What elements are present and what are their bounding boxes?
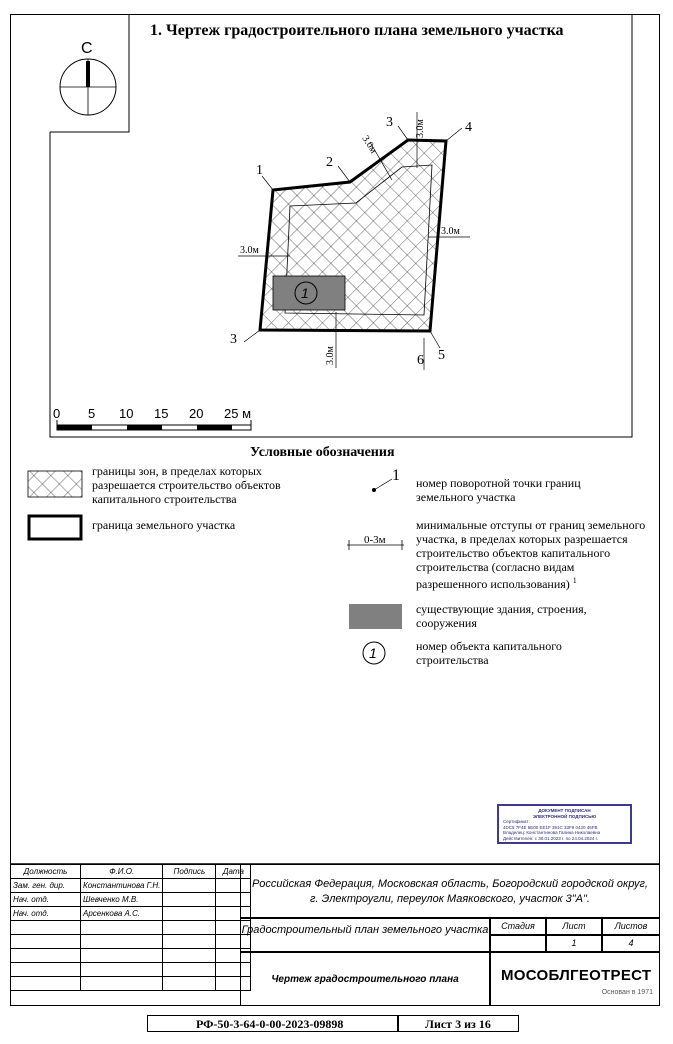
legend-object-num: 1 — [369, 645, 377, 661]
scale-bar — [57, 420, 251, 430]
setback-label: 3.0м — [240, 245, 259, 256]
north-arrow-icon — [60, 59, 116, 115]
existing-building — [273, 276, 345, 310]
doc-number: РФ-50-3-64-0-00-2023-09898 — [196, 1017, 344, 1031]
stage-value — [490, 935, 546, 952]
legend-title: Условные обозначения — [250, 445, 395, 460]
doc-title-cell: Градостроительный план земельного участка — [240, 918, 490, 952]
legend-setback-label: 0-3м — [364, 534, 386, 546]
legend-boundary-text: граница земельного участка — [92, 518, 236, 532]
legend-setback-text: минимальные отступы от границ земельного участка, в пределах которых разрешается строительство объектов капитального строительства (согласно видам разрешенного использования) $^1$ — [416, 518, 646, 591]
setback-label: 3.0м — [415, 119, 426, 138]
scale-label: 25 м — [224, 406, 252, 421]
stage-header: Стадия — [490, 918, 546, 935]
legend-turn-point-text: номер поворотной точки границ земельного участка — [416, 476, 581, 504]
sheet-header: Лист — [546, 918, 602, 935]
point-label: 3 — [386, 115, 393, 130]
page-title: 1. Чертеж градостроительного плана земельного участка — [150, 22, 564, 39]
setback-label: 3.0м — [325, 346, 336, 365]
point-label: 3 — [230, 332, 237, 347]
company-logo: МОСОБЛГЕОТРЕСТ Основан в 1971 — [490, 952, 660, 1006]
sheets-header: Листов — [602, 918, 660, 935]
e-signature-stamp: ДОКУМЕНТ ПОДПИСАН ЭЛЕКТРОННОЙ ПОДПИСЬЮ Сертификат: 4DC5 7F4E 5E00 EE1F 391C 33F9 0420 46FB Владелец: Константинова Галина Николаевна Действителен: с 30.01.2023 г. по 24.04.2024 г. — [497, 804, 632, 844]
legend-object-text: номер объекта капитального строительства — [416, 639, 562, 667]
address-cell: Российская Федерация, Московская область, Богородский городской округ, г. Электроугли, переулок Маяковского, участок 3"А". — [240, 864, 660, 918]
scale-label: 20 — [189, 406, 204, 421]
doc-number-bar — [147, 1015, 519, 1032]
table-row: Зам. ген. дир. Константинова Г.Н. — [11, 879, 251, 893]
table-row: Нач. отд. Арсенкова А.С. — [11, 907, 251, 921]
object-number: 1 — [301, 285, 309, 301]
point-label: 1 — [256, 163, 263, 178]
scale-label: 10 — [119, 406, 134, 421]
legend-buildings-text: существующие здания, строения, сооружения — [416, 602, 587, 630]
point-label: 2 — [326, 155, 333, 170]
point-label: 6 — [417, 353, 424, 368]
sheets-value: 4 — [602, 935, 660, 952]
drawing-name-cell: Чертеж градостроительного плана — [240, 952, 490, 1006]
compass-label: С — [81, 40, 93, 57]
legend-boundary-swatch — [29, 516, 81, 539]
point-label: 5 — [438, 348, 445, 363]
titleblock-table: Должность Ф.И.О. Подпись Дата Зам. ген. дир. Константинова Г.Н. Нач. отд. Шевченко М.В. Нач. отд. Арсенкова А.С. — [10, 864, 251, 991]
scale-label: 15 — [154, 406, 169, 421]
legend-zone-swatch — [28, 471, 82, 497]
point-label: 4 — [465, 120, 472, 135]
scale-label: 5 — [88, 406, 96, 421]
scale-label: 0 — [53, 406, 61, 421]
legend-building-swatch — [349, 604, 402, 629]
sheet-value: 1 — [546, 935, 602, 952]
setback-label: 3.0м — [441, 226, 460, 237]
sheet-info: Лист 3 из 16 — [425, 1017, 491, 1031]
legend-point-num: 1 — [392, 467, 400, 484]
setback-label: 3.0м — [359, 133, 379, 156]
table-row: Нач. отд. Шевченко М.В. — [11, 893, 251, 907]
legend-zone-text: границы зон, в пределах которых разрешается строительство объектов капитального строительства — [92, 464, 281, 506]
